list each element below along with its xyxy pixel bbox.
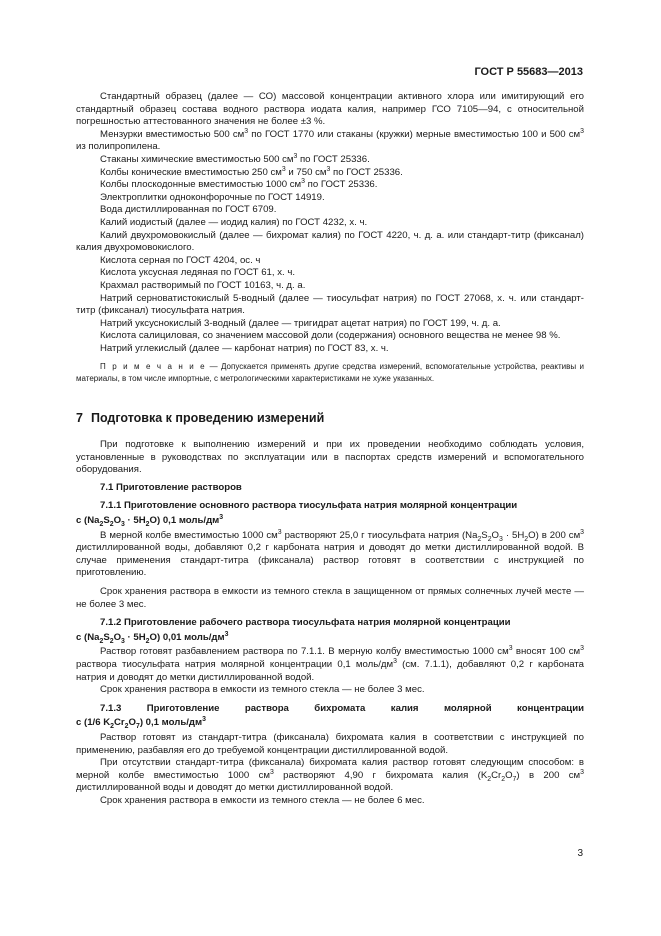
list-item: Стандартный образец (далее — СО) массовой концентрации активного хлора или имитирующий его стандартный образец состава водного раствора иодата калия, например ГСО 7105—94, с относительной погрешностью аттестованного значения не более ±3 %. [76, 91, 584, 128]
paragraph: Срок хранения раствора в емкости из темного стекла в защищенном от прямых солнечных лучей месте — не более 3 мес. [76, 586, 584, 610]
list-item: Колбы плоскодонные вместимостью 1000 $см^3$ по ГОСТ 25336. [100, 177, 378, 191]
note [76, 361, 584, 384]
clause-heading-712: 7.1.2 Приготовление рабочего раствора тиосульфата натрия молярной концентрации [100, 617, 511, 629]
paragraph: Раствор готовят из стандарт-титра (фиксанала) бихромата калия в соответствии с инструкцией по применению, разбавляя его до требуемой концентрации дистиллированной водой. [76, 731, 584, 756]
page-content [76, 91, 584, 808]
clause-heading-711: 7.1.1 Приготовление основного раствора тиосульфата натрия молярной концентрации [100, 500, 518, 512]
list-item: Колбы конические вместимостью 250 $см^3$ и 750 $см^3$ по ГОСТ 25336. [100, 165, 403, 178]
page-number: 3 [577, 848, 583, 859]
paragraph: Срок хранения раствора в емкости из темного стекла — не более 6 мес. [100, 794, 425, 806]
clause-formula-711: с $(Na_2S_2O_3 \cdot 5H_2O)$ 0,1 моль/$дм^3$ [76, 513, 224, 528]
section-intro: При подготовке к выполнению измерений и при их проведении необходимо соблюдать условия, установленные в руководствах по эксплуатации или в паспортах средств измерений и вспомогательного оборудования. [76, 439, 584, 476]
list-item: Натрий уксуснокислый 3-водный (далее — тригидрат ацетат натрия) по ГОСТ 199, ч. д. а. [100, 317, 501, 329]
list-item: Натрий углекислый (далее — карбонат натрия) по ГОСТ 83, х. ч. [100, 342, 389, 354]
subsection-heading: 7.1 Приготовление растворов [100, 481, 242, 493]
list-item: Мензурки вместимостью 500 $см^3$ по ГОСТ 1770 или стаканы (кружки) мерные вместимостью 100 и 500 $см^3$ из полипропилена. [76, 127, 584, 153]
list-item: Крахмал растворимый по ГОСТ 10163, ч. д. а. [100, 279, 306, 291]
list-item: Вода дистиллированная по ГОСТ 6709. [100, 204, 277, 216]
list-item: Калий двухромовокислый (далее — бихромат калия) по ГОСТ 4220, ч. д. а. или стандарт-титр (фиксанал) калия двухромовокислого. [76, 229, 584, 254]
note-text: — Допускается применять другие средства измерений, вспомогательные устройства, реактивы и материалы, в том числе импортные, с метрологическими характеристиками не хуже указанных. [76, 362, 585, 383]
clause-formula-712: с $(Na_2S_2O_3 \cdot 5H_2O)$ 0,01 моль/$дм^3$ [76, 630, 229, 645]
list-item: Кислота серная по ГОСТ 4204, ос. ч [100, 254, 261, 266]
clause-heading-713: 7.1.3 Приготовление раствора бихромата калия молярной концентрации [100, 702, 584, 714]
list-item: Электроплитки одноконфорочные по ГОСТ 14919. [100, 191, 325, 203]
page-header: ГОСТ Р 55683—2013 [474, 66, 583, 78]
list-item: Натрий серноватистокислый 5-водный (далее — тиосульфат натрия) по ГОСТ 27068, х. ч. или стандарт-титр (фиксанал) тиосульфата натрия. [76, 292, 584, 317]
list-item: Калий иодистый (далее — иодид калия) по ГОСТ 4232, х. ч. [100, 216, 368, 228]
section-heading: 7 Подготовка к проведению измерений [76, 411, 325, 426]
note-label: П р и м е ч а н и е [100, 362, 207, 372]
list-item: Кислота салициловая, со значением массовой доли (содержания) основного вещества не менее 98 %. [100, 330, 561, 342]
paragraph: Раствор готовят разбавлением раствора по 7.1.1. В мерную колбу вместимостью 1000 $см^3$ вносят 100 $см^3$ раствора тиосульфата натрия молярной концентрации 0,1 моль/$дм^3$ (см. 7.1.1), добавляют 0,2 г карбоната натрия и доводят до метки дистиллированной водой. [76, 645, 584, 683]
paragraph: При отсутствии стандарт-титра (фиксанала) бихромата калия раствор готовят следующим способом: в мерной колбе вместимостью 1000 $см^3$ растворяют 4,90 г бихромата калия $(K_2Cr_2O_7)$ в 200 $см^3$ дистиллированной воды и доводят до метки дистиллированной водой. [76, 757, 584, 794]
list-item: Стаканы химические вместимостью 500 $см^3$ по ГОСТ 25336. [100, 152, 370, 165]
paragraph: В мерной колбе вместимостью 1000 $см^3$ растворяют 25,0 г тиосульфата натрия $(Na_2S_2O_3 \cdot 5H_2O)$ в 200 $см^3$ дистиллированной воды, добавляют 0,2 г карбоната натрия и доводят до метки дистиллированной водой. В случае применения стандарт-титра (фиксанала) раствор готовят в соответствии с инструкцией по приготовлению. [76, 528, 585, 579]
paragraph: Срок хранения раствора в емкости из темного стекла — не более 3 мес. [100, 684, 425, 696]
clause-formula-713: с (1/6 $K_2Cr_2O_7$) 0,1 моль/$дм^3$ [76, 716, 206, 731]
list-item: Кислота уксусная ледяная по ГОСТ 61, х. ч. [100, 267, 295, 279]
